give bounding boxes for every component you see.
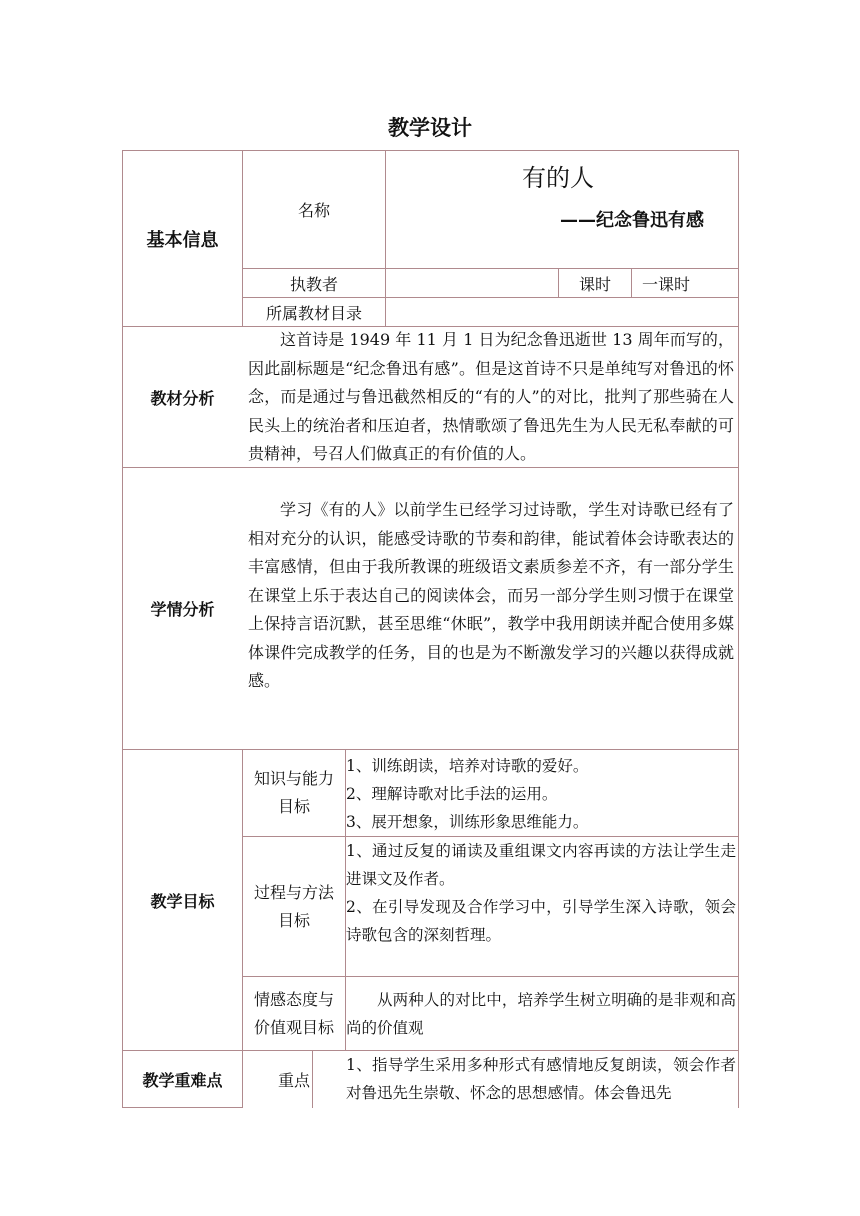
page-title: 教学设计: [388, 116, 472, 140]
emotion-goal-text: 从两种人的对比中，培养学生树立明确的是非观和高尚的价值观: [346, 991, 736, 1037]
student-analysis-text: 学习《有的人》以前学生已经学习过诗歌，学生对诗歌已经有了相对充分的认识，能感受诗歌的节奏和韵律，能试着体会诗歌表达的丰富感情，但由于我所教课的班级语文素质参差不齐，有一部分学生在课堂上乐于表达自己的阅读体会，而另一部分学生则习惯于在课堂上保持言语沉默，甚至思维“休眠”，教学中我用朗读并配合使用多媒体课件完成教学的任务，目的也是为不断激发学习的兴趣以获得成就感。: [248, 500, 734, 690]
process-goal-list: [346, 837, 736, 949]
section-basic-info: 基本信息: [146, 229, 219, 251]
list-item: 2、在引导发现及合作学习中，引导学生深入诗歌，领会诗歌包含的深刻哲理。: [346, 898, 736, 944]
section-key-points: 教学重难点: [142, 1070, 223, 1090]
section-student-analysis: 学情分析: [150, 600, 215, 619]
poem-subtitle: ——纪念鲁迅有感: [560, 210, 704, 231]
list-item: 1、训练朗读，培养对诗歌的爱好。: [346, 757, 589, 775]
emotion-goal-label: 情感态度与价值观目标: [253, 989, 334, 1037]
material-analysis-text: 这首诗是 1949 年 11 月 1 日为纪念鲁迅逝世 13 周年而写的，因此副标题是“纪念鲁迅有感”。但是这首诗不只是单纯写对鲁迅的怀念，而是通过与鲁迅截然相反的“有的人”的对比，批判了那些骑在人民头上的统治者和压迫者，热情歌颂了鲁迅先生为人民无私奉献的可贵精神，号召人们做真正的有价值的人。: [248, 330, 734, 463]
hours-label: 课时: [578, 274, 611, 294]
name-label: 名称: [297, 200, 330, 220]
section-teaching-goals: 教学目标: [150, 891, 215, 911]
list-item: 2、理解诗歌对比手法的运用。: [346, 785, 558, 803]
process-goal-label: 过程与方法目标: [253, 882, 334, 930]
hours-value: 一课时: [641, 274, 690, 294]
key-point-label: 重点: [277, 1070, 310, 1090]
knowledge-goal-label: 知识与能力目标: [253, 769, 334, 816]
catalog-label: 所属教材目录: [265, 303, 362, 323]
key-point-text: 1、指导学生采用多种形式有感情地反复朗读，领会作者对鲁迅先生崇敬、怀念的思想感情。体会鲁迅先: [346, 1056, 736, 1102]
knowledge-goal-list: [346, 752, 736, 836]
poem-title: 有的人: [522, 164, 594, 192]
catalog-value: [386, 298, 738, 326]
teacher-value: [386, 269, 558, 297]
list-item: 3、展开想象，训练形象思维能力。: [346, 813, 589, 831]
teacher-label: 执教者: [289, 274, 338, 294]
list-item: 1、通过反复的诵读及重组课文内容再读的方法让学生走进课文及作者。: [346, 842, 736, 888]
section-material-analysis: 教材分析: [150, 388, 215, 408]
